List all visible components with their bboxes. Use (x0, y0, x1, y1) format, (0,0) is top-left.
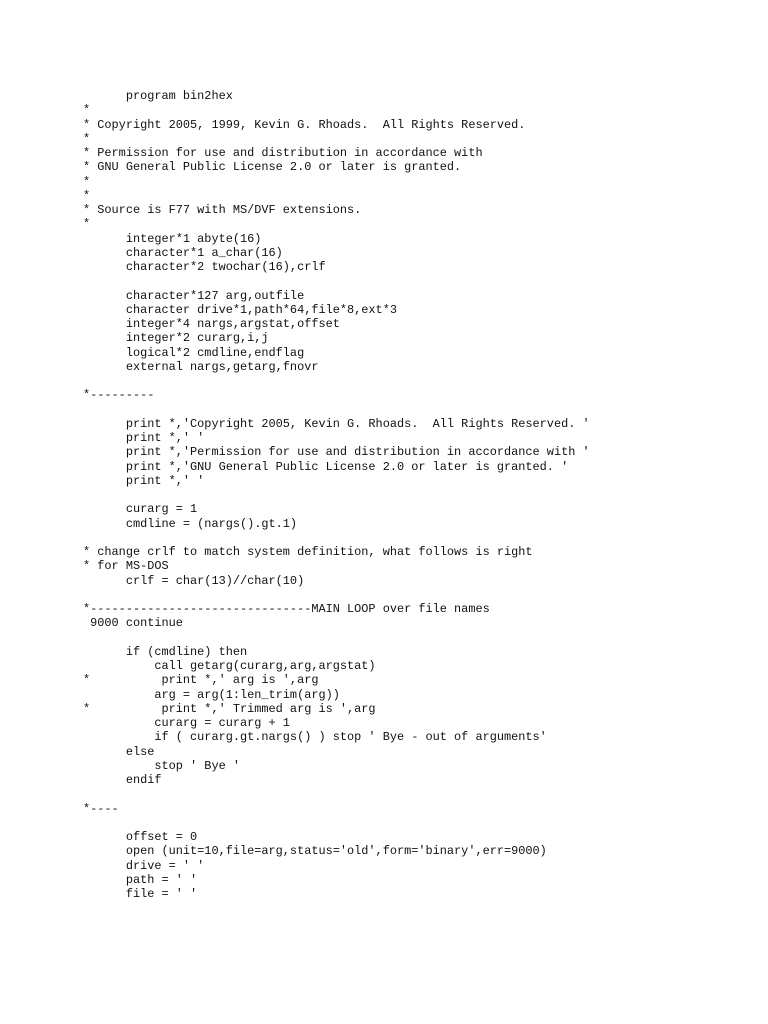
code-line: * Source is F77 with MS/DVF extensions. (83, 203, 362, 217)
code-line: * (83, 174, 91, 189)
code-line: path = ' ' (83, 872, 198, 887)
code-line (83, 274, 590, 288)
code-line: * for MS-DOS (83, 559, 169, 574)
code-line (83, 787, 590, 801)
code-line: *---- (83, 801, 119, 816)
code-line: else (83, 744, 155, 759)
code-line: * print *,' arg is ',arg (83, 673, 319, 688)
code-line (83, 631, 590, 645)
code-line: curarg = curarg + 1 (83, 716, 290, 730)
code-line (83, 816, 590, 830)
code-line: 9000 continue (83, 616, 183, 631)
code-line: logical*2 cmdline,endflag (83, 345, 305, 360)
code-line: *--------- (83, 388, 155, 403)
code-line: print *,'GNU General Public License 2.0 or later is granted. ' (83, 459, 569, 474)
code-line: character*2 twochar(16),crlf (83, 260, 326, 274)
code-line: offset = 0 (83, 830, 198, 844)
code-line (83, 588, 590, 602)
code-line (83, 531, 590, 545)
code-line: arg = arg(1:len_trim(arg)) (83, 687, 340, 702)
code-line (83, 488, 590, 502)
code-line: print *,'Permission for use and distribution in accordance with ' (83, 445, 590, 460)
code-line: character drive*1,path*64,file*8,ext*3 (83, 302, 397, 317)
code-line: print *,' ' (83, 431, 205, 445)
code-line: external nargs,getarg,fnovr (83, 359, 319, 374)
code-line: * (83, 217, 91, 232)
code-line: *-------------------------------MAIN LOOP over file names (83, 602, 490, 616)
code-line: character*1 a_char(16) (83, 245, 283, 260)
code-line: crlf = char(13)//char(10) (83, 573, 305, 588)
code-line: * (83, 103, 91, 118)
code-line: if ( curarg.gt.nargs() ) stop ' Bye - out of arguments' (83, 730, 547, 745)
code-line: * Permission for use and distribution in accordance with (83, 146, 483, 160)
code-line: stop ' Bye ' (83, 758, 240, 773)
code-line: * Copyright 2005, 1999, Kevin G. Rhoads. All Rights Reserved. (83, 117, 526, 132)
code-line: cmdline = (nargs().gt.1) (83, 516, 298, 531)
code-line: * (83, 131, 91, 146)
code-line: integer*1 abyte(16) (83, 231, 262, 246)
code-line: call getarg(curarg,arg,argstat) (83, 659, 376, 673)
code-line: print *,'Copyright 2005, Kevin G. Rhoads. All Rights Reserved. ' (83, 416, 590, 431)
code-line: integer*4 nargs,argstat,offset (83, 317, 340, 331)
code-line: program bin2hex (83, 89, 233, 103)
source-code-listing (83, 89, 590, 901)
code-line: integer*2 curarg,i,j (83, 331, 269, 346)
code-line: open (unit=10,file=arg,status='old',form='binary',err=9000) (83, 844, 547, 859)
code-line (83, 403, 590, 417)
code-line: * (83, 188, 91, 203)
code-line: character*127 arg,outfile (83, 288, 305, 303)
code-line: print *,' ' (83, 473, 205, 488)
code-line: * GNU General Public License 2.0 or later is granted. (83, 160, 462, 175)
code-line: * print *,' Trimmed arg is ',arg (83, 701, 376, 716)
code-line: * change crlf to match system definition, what follows is right (83, 545, 533, 559)
code-line: file = ' ' (83, 887, 198, 901)
code-line: endif (83, 773, 162, 787)
code-line (83, 374, 590, 388)
code-line: drive = ' ' (83, 858, 205, 873)
code-line: curarg = 1 (83, 502, 198, 517)
code-line: if (cmdline) then (83, 644, 248, 659)
